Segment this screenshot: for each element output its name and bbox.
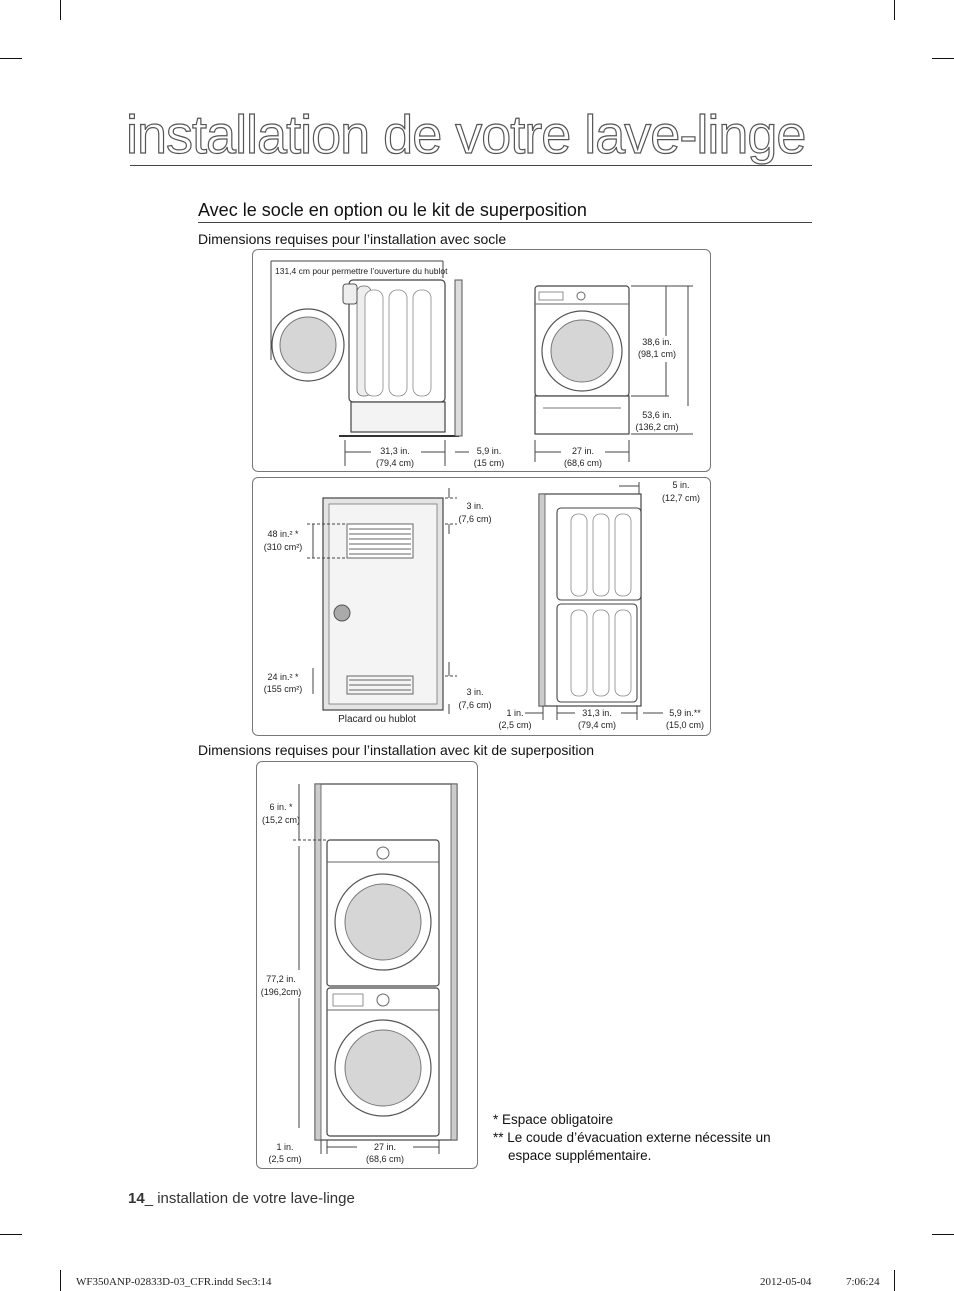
page-title: installation de votre lave-linge [126,105,806,165]
title-rule [130,165,812,166]
socle-diagram [253,250,710,471]
closet-diagram-panel [252,477,711,736]
page-footer-label: _ installation de votre lave-linge [144,1190,355,1207]
stack-top-gap-label: 6 in. * [269,802,293,812]
width-label: 27 in. [571,446,595,456]
closet-top-gap-label-cm: (12,7 cm) [661,493,701,503]
stack-width-label: 27 in. [373,1142,397,1152]
rear-gap-label: 5,9 in. [476,446,502,456]
slug-time: 7:06:24 [846,1276,880,1288]
bottom-vent-label-cm: (155 cm²) [263,684,303,694]
depth-label-cm: (79,4 cm) [375,458,415,468]
pedestal-front [535,396,629,434]
closet-rear-label: 5,9 in.** [669,708,701,718]
bottom-vent-label: 24 in.² * [267,672,299,682]
crop-mark [894,0,895,20]
note-elbow: ** Le coude d’évacuation externe nécessite un [493,1130,771,1145]
door-clearance-label: 131,4 cm pour permettre l’ouverture du hublot [275,266,448,276]
height1-label-cm: (98,1 cm) [637,349,677,359]
stack-side-label: 1 in. [276,1142,294,1152]
stack-height-label: 77,2 in. [266,974,296,984]
pedestal-side [351,402,445,432]
stack-side-label-cm: (2,5 cm) [268,1154,302,1164]
section-rule [198,222,812,223]
stack-diagram [257,762,477,1168]
crop-mark [894,1270,895,1291]
closet-rear-label-cm: (15,0 cm) [665,720,705,730]
note-required: * Espace obligatoire [493,1112,614,1127]
closet-depth-label: 31,3 in. [582,708,612,718]
stack-diagram-panel [256,761,478,1169]
slug-date: 2012-05-04 [760,1276,812,1288]
top-vent-label: 48 in.² * [267,529,299,539]
crop-mark [60,0,61,20]
rear-wall [455,280,462,436]
width-label-cm: (68,6 cm) [563,458,603,468]
page-number: 14 [128,1190,145,1207]
crop-mark [0,58,22,59]
crop-mark [932,58,954,59]
height2-label: 53,6 in. [642,410,672,420]
stack-top-gap-label-cm: (15,2 cm) [261,815,301,825]
note-elbow-cont: espace supplémentaire. [508,1148,652,1163]
socle-diagram-panel [252,249,711,472]
depth-label: 31,3 in. [380,446,410,456]
page-footer [128,1190,355,1207]
crop-mark [60,1270,61,1291]
front-gap-label: 1 in. [506,708,524,718]
top-vent-label-cm: (310 cm²) [263,542,303,552]
stack-height-label-cm: (196,2cm) [260,987,302,997]
stack-width-label-cm: (68,6 cm) [365,1154,405,1164]
subtitle-stack: Dimensions requises pour l’installation avec kit de superposition [198,742,595,758]
closet-caption: Placard ou hublot [338,714,416,725]
closet-diagram [253,478,710,735]
front-gap-label-cm: (2,5 cm) [498,720,532,730]
top-gap-label: 3 in. [466,501,484,511]
crop-mark [932,1234,954,1235]
door-knob [334,605,350,621]
subtitle-socle: Dimensions requises pour l’installation avec socle [198,231,507,247]
top-gap-label-cm: (7,6 cm) [458,514,492,524]
rear-gap-label-cm: (15 cm) [473,458,505,468]
section-title: Avec le socle en option ou le kit de superposition [198,200,587,220]
crop-mark [0,1234,22,1235]
door-glass [280,317,336,373]
height1-label: 38,6 in. [642,337,672,347]
closet-depth-label-cm: (79,4 cm) [577,720,617,730]
bottom-gap-label-cm: (7,6 cm) [458,700,492,710]
height2-label-cm: (136,2 cm) [635,422,679,432]
closet-top-gap-label: 5 in. [672,480,690,490]
slug-file: WF350ANP-02833D-03_CFR.indd Sec3:14 [76,1276,272,1288]
bottom-gap-label: 3 in. [466,687,484,697]
